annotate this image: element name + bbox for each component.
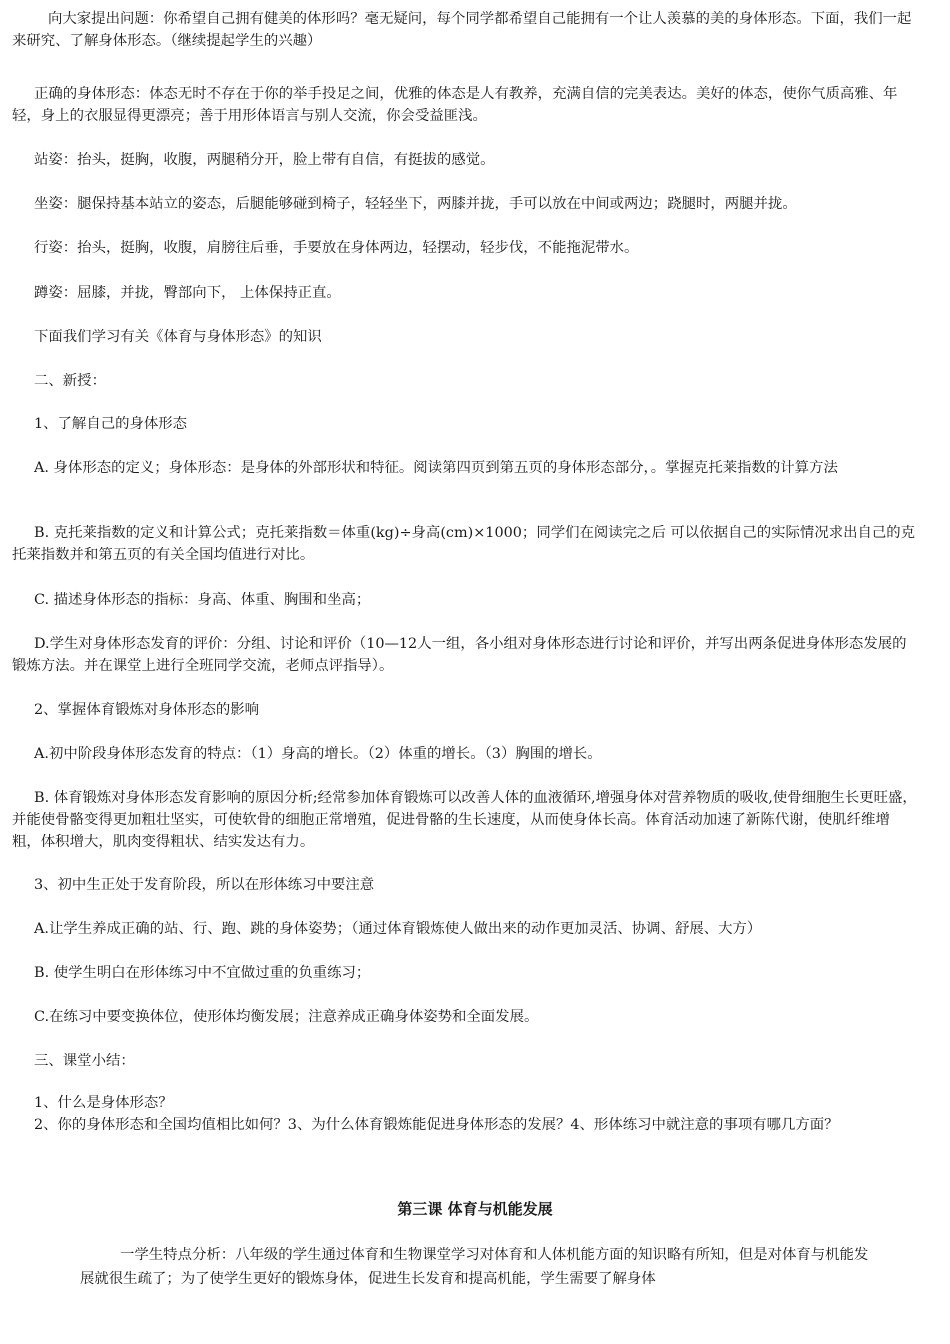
paragraph-definition: A. 身体形态的定义；身体形态：是身体的外部形状和特征。阅读第四页到第五页的身体形态部分，。掌握克托莱指数的计算方法 xyxy=(34,460,838,476)
paragraph-squatting: 蹲姿：屈膝，并拢，臀部向下， 上体保持正直。 xyxy=(34,285,341,301)
heading-summary: 三、课堂小结： xyxy=(34,1053,135,1069)
paragraph-intro-topic: 下面我们学习有关《体育与身体形态》的知识 xyxy=(34,329,322,345)
paragraph-summary-q2-4: 2、你的身体形态和全国均值相比如何？3、为什么体育锻炼能促进身体形态的发展？4、形体练习中就注意的事项有哪几方面？ xyxy=(34,1117,839,1133)
paragraph-correct-posture: 正确的身体形态：体态无时不存在于你的举手投足之间，优雅的体态是人有教养，充满自信的完美表达。美好的体态，使你气质高雅、年轻，身上的衣服显得更漂亮；善于用形体语言与别人交流，你会受益匪浅。 xyxy=(12,86,898,124)
paragraph-evaluation: D.学生对身体形态发育的评价：分组、讨论和评价（10—12人一组，各小组对身体形态进行讨论和评价，并写出两条促进身体形态发展的锻炼方法。并在课堂上进行全班同学交流，老师点评指导）。 xyxy=(12,636,907,674)
paragraph-summary-q1: 1、什么是身体形态？ xyxy=(34,1095,173,1111)
heading-attention: 3、初中生正处于发育阶段，所以在形体练习中要注意 xyxy=(34,877,375,893)
paragraph-walking: 行姿：抬头，挺胸，收腹，肩膀往后垂，手要放在身体两边，轻摆动，轻步伐，不能拖泥带水。 xyxy=(34,240,639,256)
paragraph-indicators: C. 描述身体形态的指标：身高、体重、胸围和坐高； xyxy=(34,592,371,608)
paragraph-quetelet-index: B. 克托莱指数的定义和计算公式；克托莱指数＝体重(kg)÷身高(cm)×1000；同学们在阅读完之后 可以依据自己的实际情况求出自己的克托莱指数并和第五页的有关全国均值进行对比。 xyxy=(12,525,916,563)
paragraph-attention-a: A.让学生养成正确的站、行、跑、跳的身体姿势；（通过体育锻炼使人做出来的动作更加灵活、协调、舒展、大方） xyxy=(34,921,762,937)
section-title: 第三课 体育与机能发展 xyxy=(397,1200,553,1218)
heading-exercise-influence: 2、掌握体育锻炼对身体形态的影响 xyxy=(34,702,260,718)
paragraph-student-analysis: 一学生特点分析：八年级的学生通过体育和生物课堂学习对体育和人体机能方面的知识略有所知，但是对体育与机能发展就很生疏了；为了使学生更好的锻炼身体，促进生长发育和提高机能，学生需要了解身体 xyxy=(80,1247,869,1287)
paragraph-attention-c: C.在练习中要变换体位，使形体均衡发展；注意养成正确身体姿势和全面发展。 xyxy=(34,1009,539,1025)
paragraph-influence-analysis: B. 体育锻炼对身体形态发育影响的原因分析;经常参加体育锻炼可以改善人体的血液循环,增强身体对营养物质的吸收,使骨细胞生长更旺盛，并能使骨骼变得更加粗壮坚实，可使软骨的细胞正常增殖，促进骨骼的生长速度，从而使身体长高。体育活动加速了新陈代谢，使肌纤维增粗，体积增大，肌肉变得粗状、结实发达有力。 xyxy=(12,790,917,850)
paragraph-standing: 站姿：抬头，挺胸，收腹，两腿稍分开，脸上带有自信，有挺拔的感觉。 xyxy=(34,152,495,168)
heading-understand-body: 1、了解自己的身体形态 xyxy=(34,416,188,432)
heading-new-lesson: 二、新授： xyxy=(34,373,106,389)
paragraph-sitting: 坐姿：腿保持基本站立的姿态，后腿能够碰到椅子，轻轻坐下，两膝并拢，手可以放在中间或两边；跷腿时，两腿并拢。 xyxy=(34,196,797,212)
paragraph-attention-b: B. 使学生明白在形体练习中不宜做过重的负重练习； xyxy=(34,965,371,981)
paragraph-intro-question: 向大家提出问题：你希望自己拥有健美的体形吗？毫无疑问，每个同学都希望自己能拥有一个让人羡慕的美的身体形态。下面，我们一起来研究、了解身体形态。（继续提起学生的兴趣） xyxy=(12,11,912,49)
paragraph-development-features: A.初中阶段身体形态发育的特点：（1）身高的增长。（2）体重的增长。（3）胸围的增长。 xyxy=(34,746,602,762)
